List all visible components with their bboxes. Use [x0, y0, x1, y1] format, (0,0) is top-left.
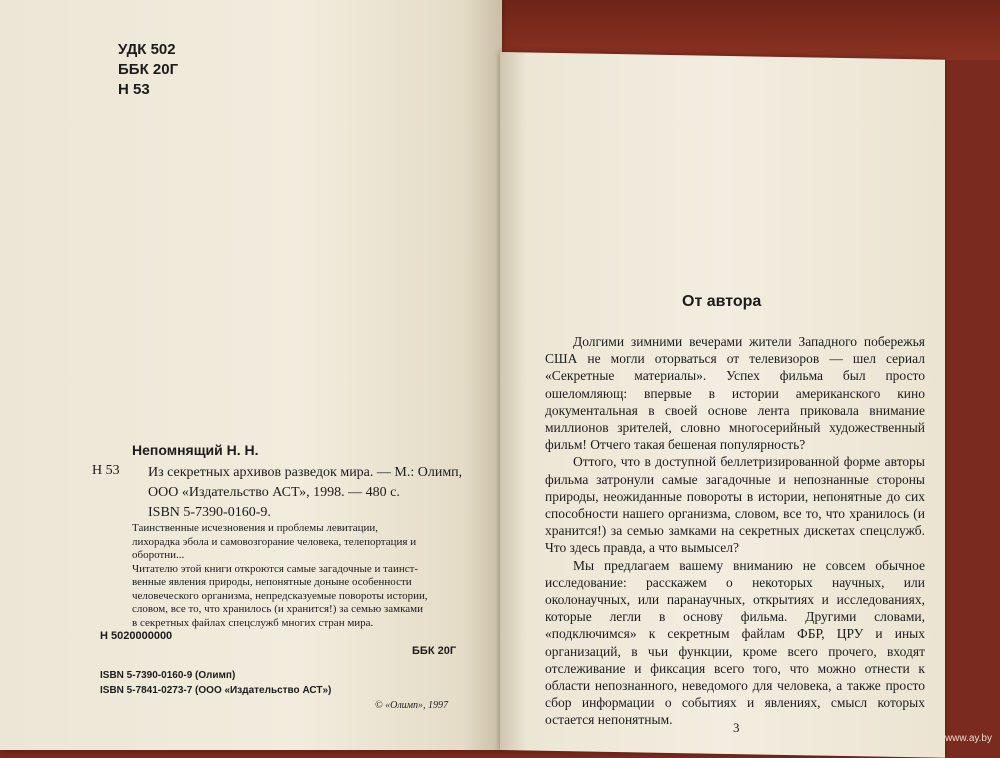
- paragraph: Мы предлагаем вашему вниманию не совсем обычное исследование: расскажем о некоторых научных, или околонаучных, или паранаучных, открытиях и исследованиях, которые легли в основу фильма. Другими словами, «подключимся» к секретным файлам ФБР, ЦРУ и иных организаций, в чьи функции, кроме всего прочего, входят отслеживание и фиксация всего того, что можно отнести к области непознанного, неведомого для человека, а также просто сбор информации о событиях и явлениях, смысл которых остается непонятным.: [545, 557, 925, 728]
- page-number: 3: [733, 720, 740, 735]
- biblio-line: ISBN 5-7390-0160-9.: [148, 505, 271, 520]
- chapter-body: [545, 333, 925, 729]
- annotation: [132, 522, 428, 630]
- udk-code: УДК 502: [118, 41, 176, 58]
- biblio-line: ООО «Издательство АСТ», 1998. — 480 с.: [148, 485, 400, 500]
- author-mark: Н 53: [118, 81, 150, 98]
- biblio-line: Из секретных архивов разведок мира. — М.: Олимп,: [148, 465, 463, 480]
- annotation-line: словом, все то, что хранилось (и хранится!) за семью замками: [132, 603, 424, 615]
- isbn-block: [100, 668, 331, 698]
- isbn-line: ISBN 5-7390-0160-9 (Олимп): [100, 670, 236, 681]
- library-code: Н 53: [92, 463, 120, 478]
- annotation-line: Таинственные исчезновения и проблемы левитации,: [132, 522, 379, 534]
- annotation-line: в секретных файлах спецслужб многих стран мира.: [132, 616, 374, 629]
- bbk-bottom: ББК 20Г: [412, 645, 457, 657]
- isbn-line: ISBN 5-7841-0273-7 (ООО «Издательство АСТ»): [100, 685, 332, 696]
- copyright: © «Олимп», 1997: [375, 700, 449, 711]
- annotation-line: человеческого организма, непредсказуемые повороты истории,: [132, 589, 428, 602]
- paragraph: Оттого, что в доступной беллетризированной форме авторы фильма затронули самые загадочные и непознанные стороны природы, неожиданные повороты в истории, непонятные до сих способности нашего организма, словом, все то, что хранилось (и хранится!) за семью замками на секретных дискетах спецслужб. Что здесь правда, а что вымысел?: [545, 454, 925, 556]
- bbk-code: ББК 20Г: [118, 61, 179, 78]
- left-page: [0, 0, 502, 750]
- bibliographic-description: [148, 463, 462, 523]
- annotation-line: оборотни...: [132, 549, 185, 561]
- annotation-line: лихорадка эбола и самовозгорание человека, телепортация и: [132, 535, 417, 548]
- product-code: Н 5020000000: [100, 630, 173, 642]
- annotation-line: венные явления природы, непонятные доныне особенности: [132, 576, 412, 588]
- paragraph: Долгими зимними вечерами жители Западного побережья США не могли оторваться от телевизоров — шел сериал «Секретные материалы». Успех фильма был просто ошеломляющ: впервые в истории американского кино документальная в своей основе лента приковала внимание миллионов зрителей, словно многосерийный художественный фильм! Отчего такая бешеная популярность?: [545, 334, 925, 453]
- annotation-line: Читателю этой книги откроются самые загадочные и таинст-: [132, 562, 419, 575]
- author-name: Непомнящий Н. Н.: [132, 442, 259, 458]
- chapter-heading: От автора: [682, 293, 762, 310]
- classification-block: [118, 40, 178, 100]
- watermark: www.ay.by: [944, 733, 992, 744]
